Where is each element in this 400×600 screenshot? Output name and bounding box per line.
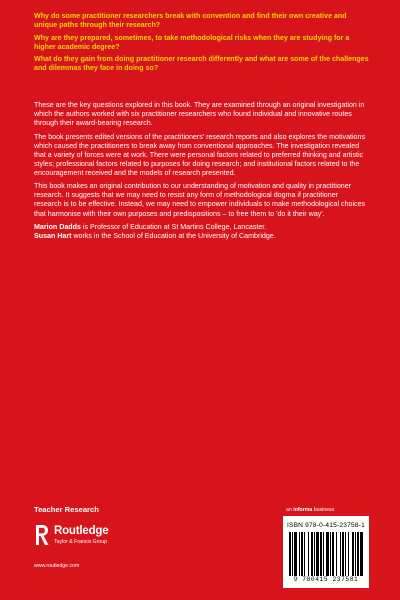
blurb — [34, 101, 366, 241]
barcode-bar — [360, 532, 363, 576]
barcode-bar — [330, 532, 331, 576]
barcode-bar — [345, 532, 346, 576]
barcode-bar — [332, 532, 334, 576]
barcode-bar — [342, 532, 344, 576]
barcode-bar — [294, 532, 297, 576]
barcode-bar — [311, 532, 313, 576]
informa-business — [286, 507, 334, 513]
barcode-bar — [301, 532, 303, 576]
publisher-website: www.routledge.com — [34, 563, 80, 569]
author-1 — [34, 223, 366, 232]
barcode-bar — [304, 532, 305, 576]
barcode-bar — [348, 532, 349, 576]
barcode-bar — [323, 532, 324, 576]
author-1-name: Marion Dadds — [34, 223, 81, 232]
question-3: What do they gain from doing practitioner research differently and what are some of the challenges and dilemmas they face in doing so? — [34, 55, 369, 73]
routledge-logo — [34, 523, 154, 553]
barcode-bar — [357, 532, 359, 576]
paragraph-3: This book makes an original contribution to our understanding of motivation and quality in practitioner research. It suggests that we may need to resist any form of methodological dogma if practitioner research is to be effective. Instead, we may need to empower individuals to make methodological choices that harmonise with their own purposes and predispositions – to free them to 'do it their way'. — [34, 182, 366, 218]
informa-prefix: an — [286, 507, 294, 513]
isbn-label: ISBN 978-0-415-23758-1 — [286, 522, 366, 529]
barcode — [283, 516, 369, 588]
key-questions — [34, 12, 370, 77]
question-2: Why are they prepared, sometimes, to take methodological risks when they are studying for a higher academic degree? — [34, 33, 350, 51]
barcode-bar — [336, 532, 337, 576]
routledge-r-icon — [34, 523, 50, 547]
publisher-name: Routledge — [54, 525, 109, 537]
barcode-bar — [308, 532, 309, 576]
question-1: Why do some practitioner researchers break with convention and find their own creative and unique paths through their research? — [34, 12, 347, 30]
barcode-bar — [340, 532, 341, 576]
paragraph-2: The book presents edited versions of the practitioners' research reports and also explores the motivations which caused the practitioners to break away from conventional approaches. The investigation revealed that a variety of forces were at work. There were personal factors related to preferred thinking and artistic styles; professional factors related to purposes for doing research; and institutional factors related to the encouragement received and the models of research presented. — [34, 132, 365, 177]
barcode-bar — [320, 532, 322, 576]
barcode-bar — [292, 532, 293, 576]
informa-suffix: business — [312, 507, 335, 513]
barcode-bar — [289, 532, 291, 576]
barcode-digits: 9 780415 237581 — [293, 576, 359, 583]
informa-brand: informa — [293, 507, 313, 513]
barcode-bar — [299, 532, 300, 576]
barcode-bar — [314, 532, 315, 576]
barcode-bar — [352, 532, 354, 576]
paragraph-1: These are the key questions explored in this book. They are examined through an original investigation in which the authors worked with six practitioner researchers who found individual and innovative routes through their award-bearing research. — [34, 101, 365, 128]
author-2 — [34, 232, 366, 241]
author-1-bio: is Professor of Education at St Martins College, Lancaster. — [80, 223, 267, 232]
author-2-name: Susan Hart — [34, 232, 72, 241]
barcode-bar — [355, 532, 356, 576]
barcode-bar — [316, 532, 319, 576]
publisher-group: Taylor & Francis Group — [54, 539, 108, 545]
author-2-bio: works in the School of Education at the University of Cambridge. — [71, 232, 276, 241]
barcode-bars — [289, 532, 363, 576]
series-name: Teacher Research — [34, 505, 99, 514]
barcode-bar — [326, 532, 329, 576]
